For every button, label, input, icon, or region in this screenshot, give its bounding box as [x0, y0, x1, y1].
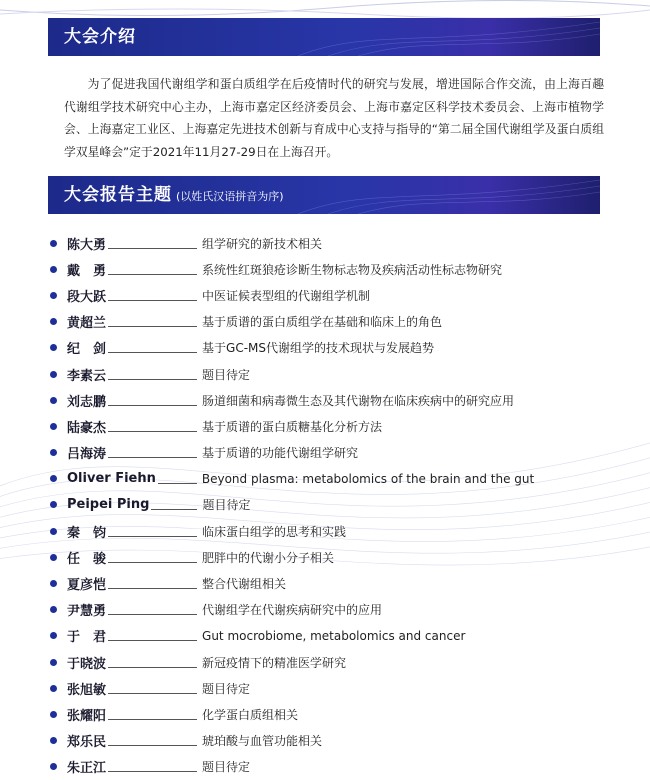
underline-separator: [108, 395, 197, 406]
speaker-topic: 基于GC-MS代谢组学的技术现状与发展趋势: [202, 341, 434, 356]
bullet-icon: [50, 501, 57, 508]
bullet-icon: [50, 528, 57, 535]
speaker-name: 李素云: [67, 368, 107, 384]
underline-separator: [108, 657, 197, 668]
bullet-icon: [50, 659, 57, 666]
speaker-topic: 中医证候表型组的代谢组学机制: [202, 288, 371, 303]
underline-separator: [108, 604, 197, 615]
speaker-row: [50, 492, 610, 518]
speaker-row: [50, 597, 610, 623]
speaker-name: 任 骏: [67, 551, 107, 567]
speaker-name: 陆豪杰: [67, 420, 107, 436]
topics-section-banner: [48, 176, 600, 214]
top-wave-decoration: [0, 0, 650, 20]
underline-separator: [108, 761, 197, 772]
speaker-name: 郑乐民: [67, 735, 107, 751]
underline-separator: [108, 342, 197, 353]
bullet-icon: [50, 344, 57, 351]
topics-title-text: 大会报告主题: [64, 185, 172, 205]
speaker-row: [50, 649, 610, 675]
speaker-row: [50, 256, 610, 282]
bullet-icon: [50, 685, 57, 692]
speaker-row: [50, 754, 610, 780]
underline-separator: [108, 683, 197, 694]
speaker-topic: 基于质谱的蛋白质糖基化分析方法: [202, 419, 383, 434]
underline-separator: [108, 421, 197, 432]
speaker-topic: 系统性红斑狼疮诊断生物标志物及疾病活动性标志物研究: [202, 262, 503, 277]
speaker-name: 尹慧勇: [67, 604, 107, 620]
speaker-row: [50, 309, 610, 335]
underline-separator: [108, 578, 197, 589]
underline-separator: [108, 316, 197, 327]
speaker-name: 纪 剑: [67, 342, 107, 358]
speaker-name: 黄超兰: [67, 316, 107, 332]
speaker-topic: 题目待定: [202, 760, 251, 775]
speaker-row: [50, 623, 610, 649]
speaker-row: [50, 361, 610, 387]
speaker-topic: 化学蛋白质组相关: [202, 707, 299, 722]
underline-separator: [108, 552, 197, 563]
bullet-icon: [50, 475, 57, 482]
topics-section-title: [64, 176, 284, 214]
speaker-topic: 基于质谱的蛋白质组学在基础和临床上的角色: [202, 315, 443, 330]
underline-separator: [108, 709, 197, 720]
speaker-topic: 题目待定: [202, 498, 251, 513]
speaker-topic: 整合代谢组相关: [202, 577, 287, 592]
speaker-topic: 基于质谱的功能代谢组学研究: [202, 446, 359, 461]
bullet-icon: [50, 632, 57, 639]
bullet-icon: [50, 763, 57, 770]
speaker-row: [50, 570, 610, 596]
speaker-topic: 代谢组学在代谢疾病研究中的应用: [202, 603, 383, 618]
speaker-row: [50, 675, 610, 701]
intro-section-banner: [48, 18, 600, 56]
speaker-name: 张旭敏: [67, 682, 107, 698]
underline-separator: [158, 473, 197, 484]
speaker-name: 于 君: [67, 630, 107, 646]
speaker-row: [50, 282, 610, 308]
speaker-topic: 琥珀酸与血管功能相关: [202, 734, 323, 749]
intro-paragraph: 为了促进我国代谢组学和蛋白质组学在后疫情时代的研究与发展，增进国际合作交流，由上海百趣代谢组学技术研究中心主办，上海市嘉定区经济委员会、上海市嘉定区科学技术委员会、上海市植物学会、上海嘉定工业区、上海嘉定先进技术创新与育成中心支持与指导的“第二届全国代谢组学及蛋白质组学双星峰会”定于2021年11月27-29日在上海召开。: [64, 77, 604, 159]
bullet-icon: [50, 397, 57, 404]
speaker-name: Peipei Ping: [67, 497, 150, 513]
bullet-icon: [50, 554, 57, 561]
speaker-list: [50, 230, 610, 780]
speaker-row: [50, 387, 610, 413]
underline-separator: [108, 630, 197, 641]
speaker-row: [50, 335, 610, 361]
speaker-topic: 题目待定: [202, 681, 251, 696]
speaker-row: [50, 413, 610, 439]
bullet-icon: [50, 737, 57, 744]
speaker-name: 陈大勇: [67, 237, 107, 253]
underline-separator: [108, 526, 197, 537]
speaker-name: 夏彦恺: [67, 578, 107, 594]
speaker-topic: 肥胖中的代谢小分子相关: [202, 550, 335, 565]
underline-separator: [108, 290, 197, 301]
speaker-row: [50, 701, 610, 727]
bullet-icon: [50, 606, 57, 613]
speaker-topic: Beyond plasma: metabolomics of the brain and the gut: [201, 471, 535, 486]
bullet-icon: [50, 580, 57, 587]
speaker-row: [50, 466, 610, 492]
underline-separator: [108, 238, 197, 249]
underline-separator: [151, 499, 197, 510]
speaker-row: [50, 518, 610, 544]
speaker-row: [50, 440, 610, 466]
speaker-name: 朱正江: [67, 761, 107, 777]
speaker-topic: 新冠疫情下的精准医学研究: [202, 655, 347, 670]
speaker-topic: 组学研究的新技术相关: [202, 236, 323, 251]
speaker-topic: 肠道细菌和病毒微生态及其代谢物在临床疾病中的研究应用: [202, 393, 515, 408]
bullet-icon: [50, 711, 57, 718]
speaker-name: 于晓波: [67, 656, 107, 672]
bullet-icon: [50, 449, 57, 456]
speaker-name: 刘志鹏: [67, 394, 107, 410]
bullet-icon: [50, 240, 57, 247]
bullet-icon: [50, 292, 57, 299]
speaker-name: 吕海涛: [67, 447, 107, 463]
speaker-name: 张耀阳: [67, 708, 107, 724]
speaker-topic: 临床蛋白组学的思考和实践: [202, 524, 347, 539]
speaker-row: [50, 230, 610, 256]
speaker-name: Oliver Fiehn: [67, 471, 156, 487]
bullet-icon: [50, 266, 57, 273]
speaker-name: 戴 勇: [67, 263, 107, 279]
speaker-name: 秦 钧: [67, 525, 107, 541]
speaker-name: 段大跃: [67, 289, 107, 305]
underline-separator: [108, 369, 197, 380]
speaker-topic: 题目待定: [202, 367, 251, 382]
underline-separator: [108, 735, 197, 746]
topics-title-note: (以姓氏汉语拼音为序): [176, 190, 284, 203]
speaker-row: [50, 544, 610, 570]
bullet-icon: [50, 423, 57, 430]
bullet-icon: [50, 371, 57, 378]
bullet-icon: [50, 318, 57, 325]
intro-section-title: 大会介绍: [64, 27, 136, 47]
underline-separator: [108, 264, 197, 275]
underline-separator: [108, 447, 197, 458]
speaker-row: [50, 728, 610, 754]
speaker-topic: Gut mocrobiome, metabolomics and cancer: [202, 628, 466, 643]
